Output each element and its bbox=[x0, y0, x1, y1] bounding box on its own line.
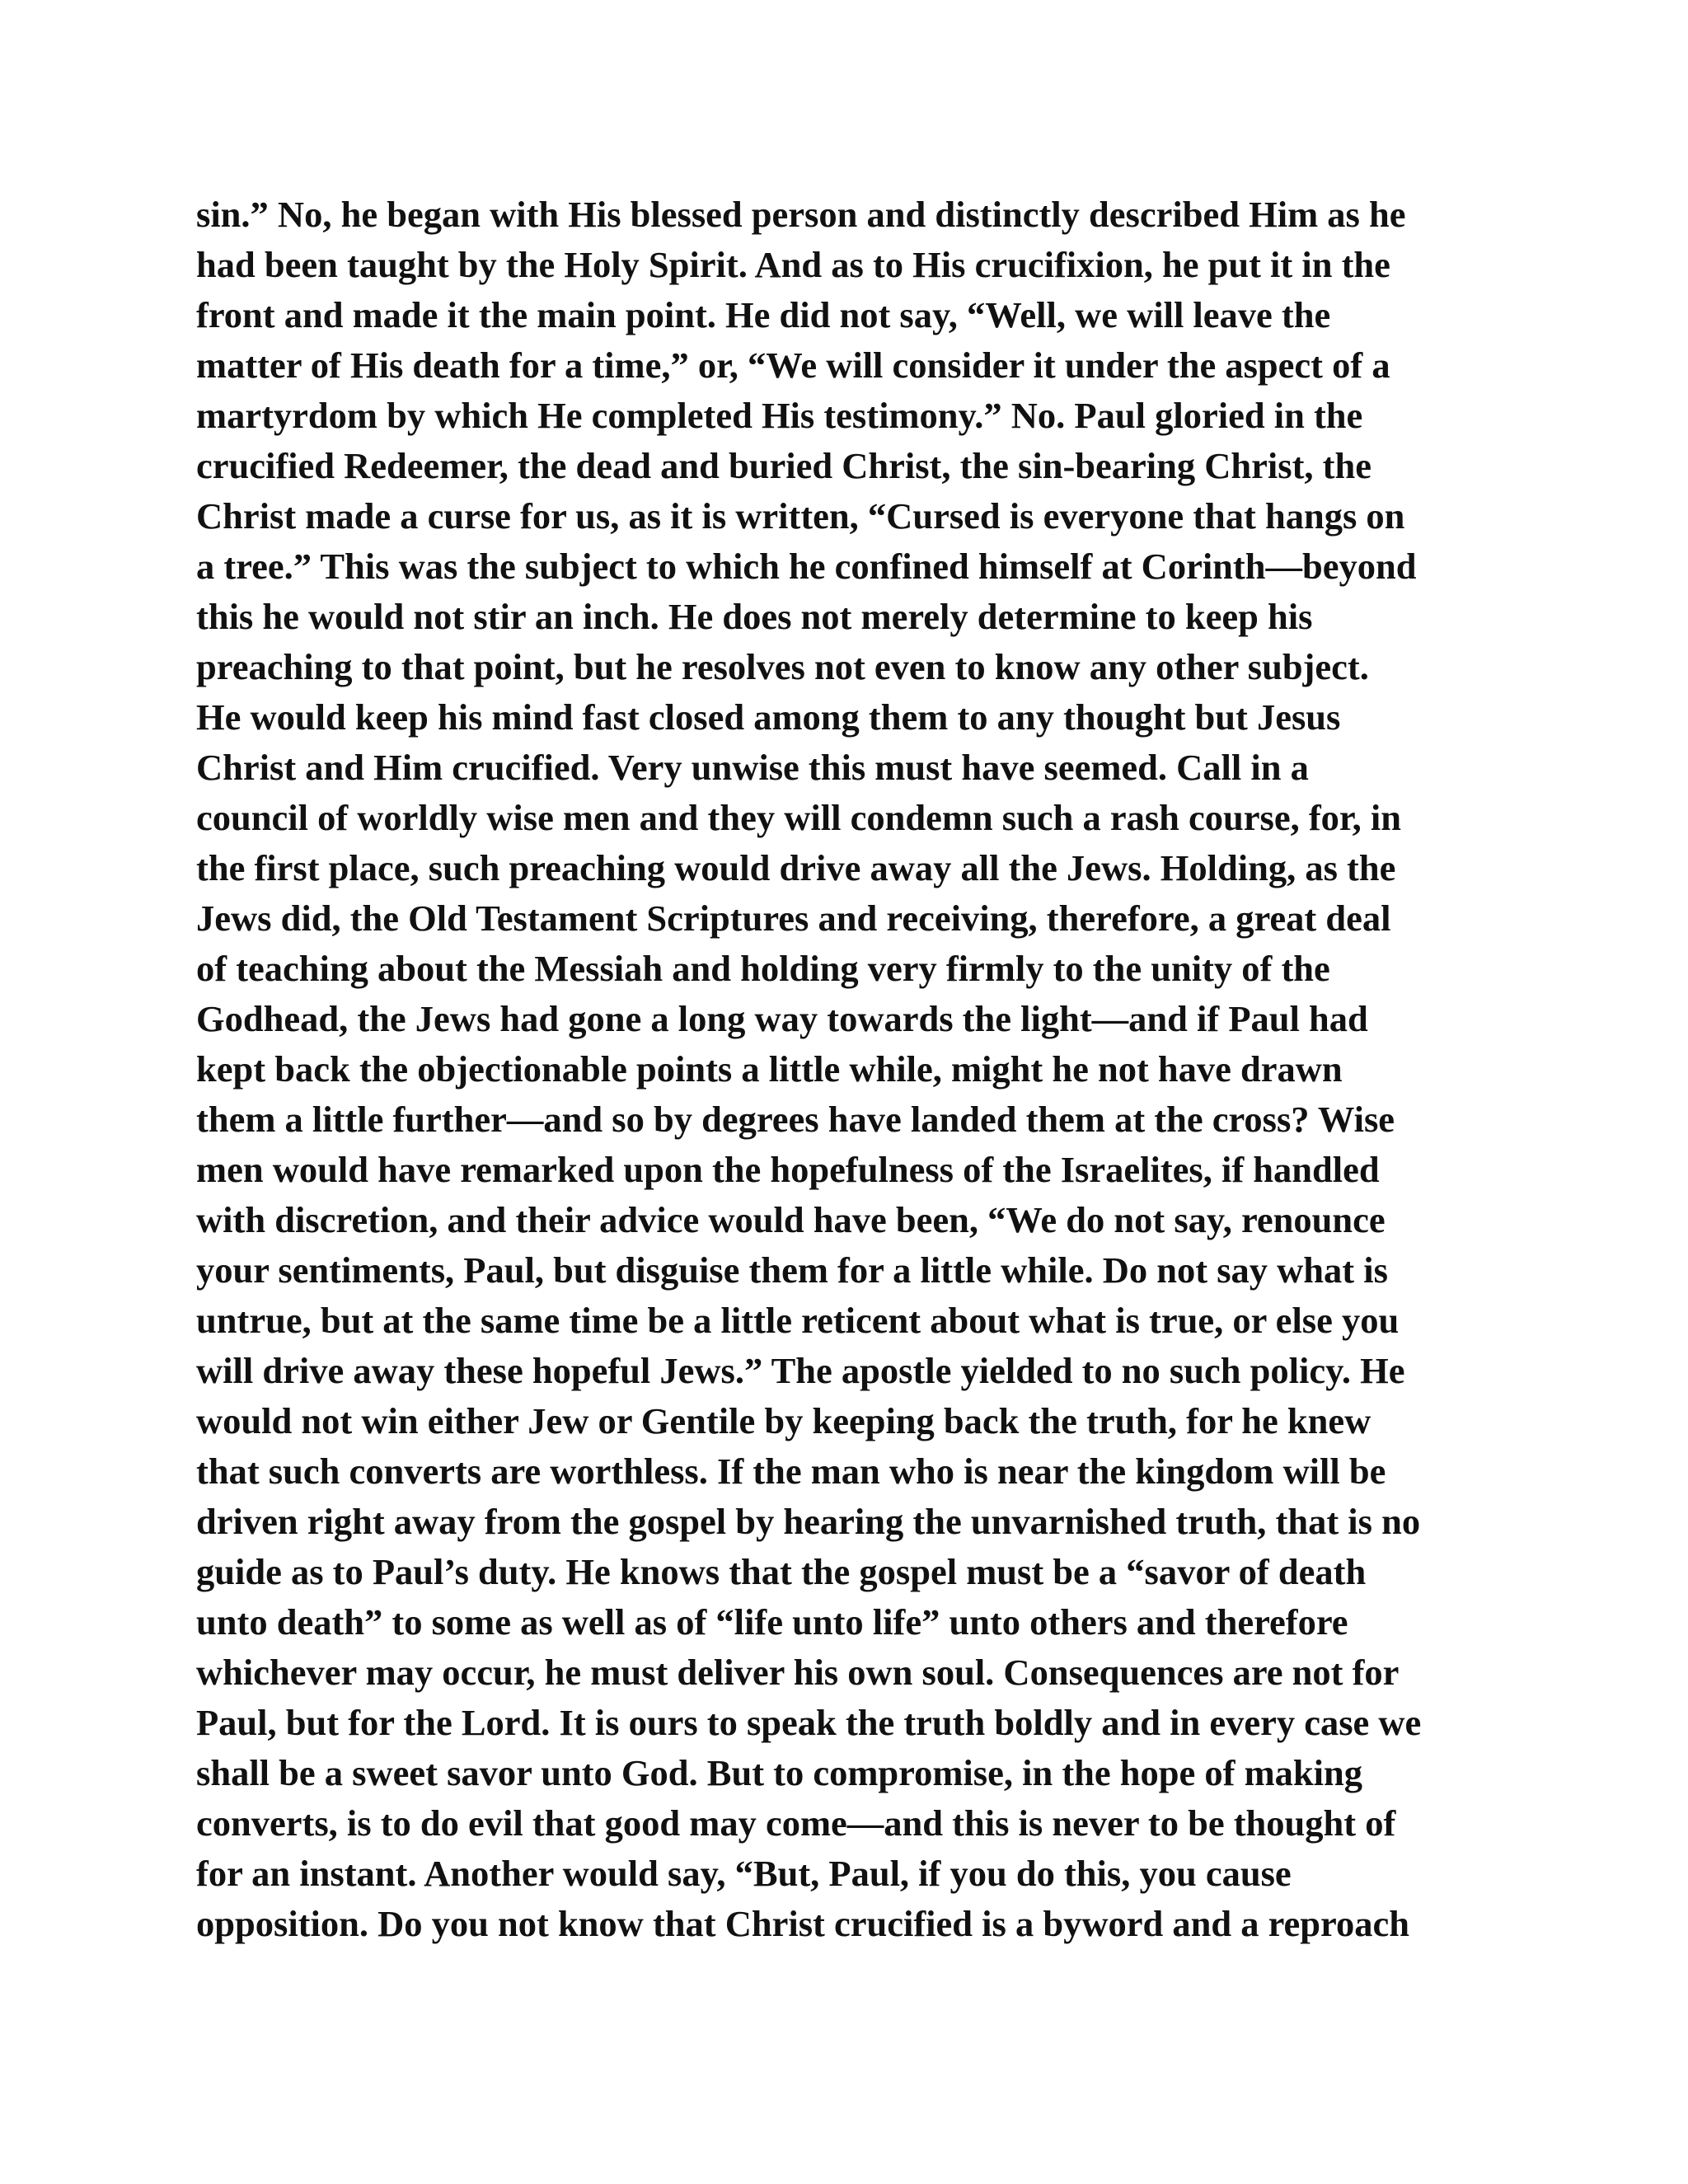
text-line: kept back the objectionable points a little while, might he not have drawn bbox=[196, 1048, 1343, 1090]
text-line: with discretion, and their advice would have been, “We do not say, renounce bbox=[196, 1199, 1386, 1240]
text-line: sin.” No, he began with His blessed person and distinctly described Him as he bbox=[196, 194, 1406, 235]
text-line: shall be a sweet savor unto God. But to compromise, in the hope of making bbox=[196, 1752, 1363, 1793]
text-line: of teaching about the Messiah and holding very firmly to the unity of the bbox=[196, 948, 1330, 989]
text-line: this he would not stir an inch. He does not merely determine to keep his bbox=[196, 596, 1313, 637]
text-line: them a little further—and so by degrees have landed them at the cross? Wise bbox=[196, 1099, 1395, 1140]
text-line: men would have remarked upon the hopefulness of the Israelites, if handled bbox=[196, 1149, 1380, 1190]
text-line: martyrdom by which He completed His testimony.” No. Paul gloried in the bbox=[196, 395, 1363, 436]
text-line: your sentiments, Paul, but disguise them for a little while. Do not say what is bbox=[196, 1249, 1388, 1291]
text-line: matter of His death for a time,” or, “We will consider it under the aspect of a bbox=[196, 344, 1390, 386]
text-line: would not win either Jew or Gentile by keeping back the truth, for he knew bbox=[196, 1400, 1372, 1441]
text-line: whichever may occur, he must deliver his own soul. Consequences are not for bbox=[196, 1652, 1400, 1693]
text-line: He would keep his mind fast closed among them to any thought but Jesus bbox=[196, 696, 1341, 738]
text-line: opposition. Do you not know that Christ crucified is a byword and a reproach bbox=[196, 1903, 1409, 1944]
text-line: converts, is to do evil that good may come—and this is never to be thought of bbox=[196, 1802, 1396, 1844]
text-line: driven right away from the gospel by hearing the unvarnished truth, that is no bbox=[196, 1501, 1421, 1542]
text-line: Jews did, the Old Testament Scriptures and receiving, therefore, a great deal bbox=[196, 898, 1391, 939]
text-line: untrue, but at the same time be a little reticent about what is true, or else you bbox=[196, 1300, 1400, 1341]
text-line: Godhead, the Jews had gone a long way towards the light—and if Paul had bbox=[196, 998, 1368, 1039]
text-line: crucified Redeemer, the dead and buried Christ, the sin-bearing Christ, the bbox=[196, 445, 1372, 486]
body-text bbox=[196, 190, 1515, 1949]
text-line: front and made it the main point. He did not say, “Well, we will leave the bbox=[196, 294, 1331, 335]
text-line: the first place, such preaching would drive away all the Jews. Holding, as the bbox=[196, 847, 1396, 888]
text-line: that such converts are worthless. If the man who is near the kingdom will be bbox=[196, 1451, 1386, 1492]
text-line: council of worldly wise men and they will condemn such a rash course, for, in bbox=[196, 797, 1401, 838]
text-line: for an instant. Another would say, “But, Paul, if you do this, you cause bbox=[196, 1853, 1292, 1894]
text-line: Paul, but for the Lord. It is ours to speak the truth boldly and in every case we bbox=[196, 1702, 1422, 1743]
text-line: will drive away these hopeful Jews.” The apostle yielded to no such policy. He bbox=[196, 1350, 1405, 1391]
text-line: unto death” to some as well as of “life unto life” unto others and therefore bbox=[196, 1601, 1348, 1643]
text-line: guide as to Paul’s duty. He knows that the gospel must be a “savor of death bbox=[196, 1551, 1367, 1592]
text-line: had been taught by the Holy Spirit. And as to His crucifixion, he put it in the bbox=[196, 244, 1390, 285]
text-line: Christ made a curse for us, as it is written, “Cursed is everyone that hangs on bbox=[196, 495, 1405, 537]
text-line: Christ and Him crucified. Very unwise this must have seemed. Call in a bbox=[196, 747, 1309, 788]
text-line: preaching to that point, but he resolves not even to know any other subject. bbox=[196, 646, 1369, 687]
text-line: a tree.” This was the subject to which he confined himself at Corinth—beyond bbox=[196, 546, 1417, 587]
